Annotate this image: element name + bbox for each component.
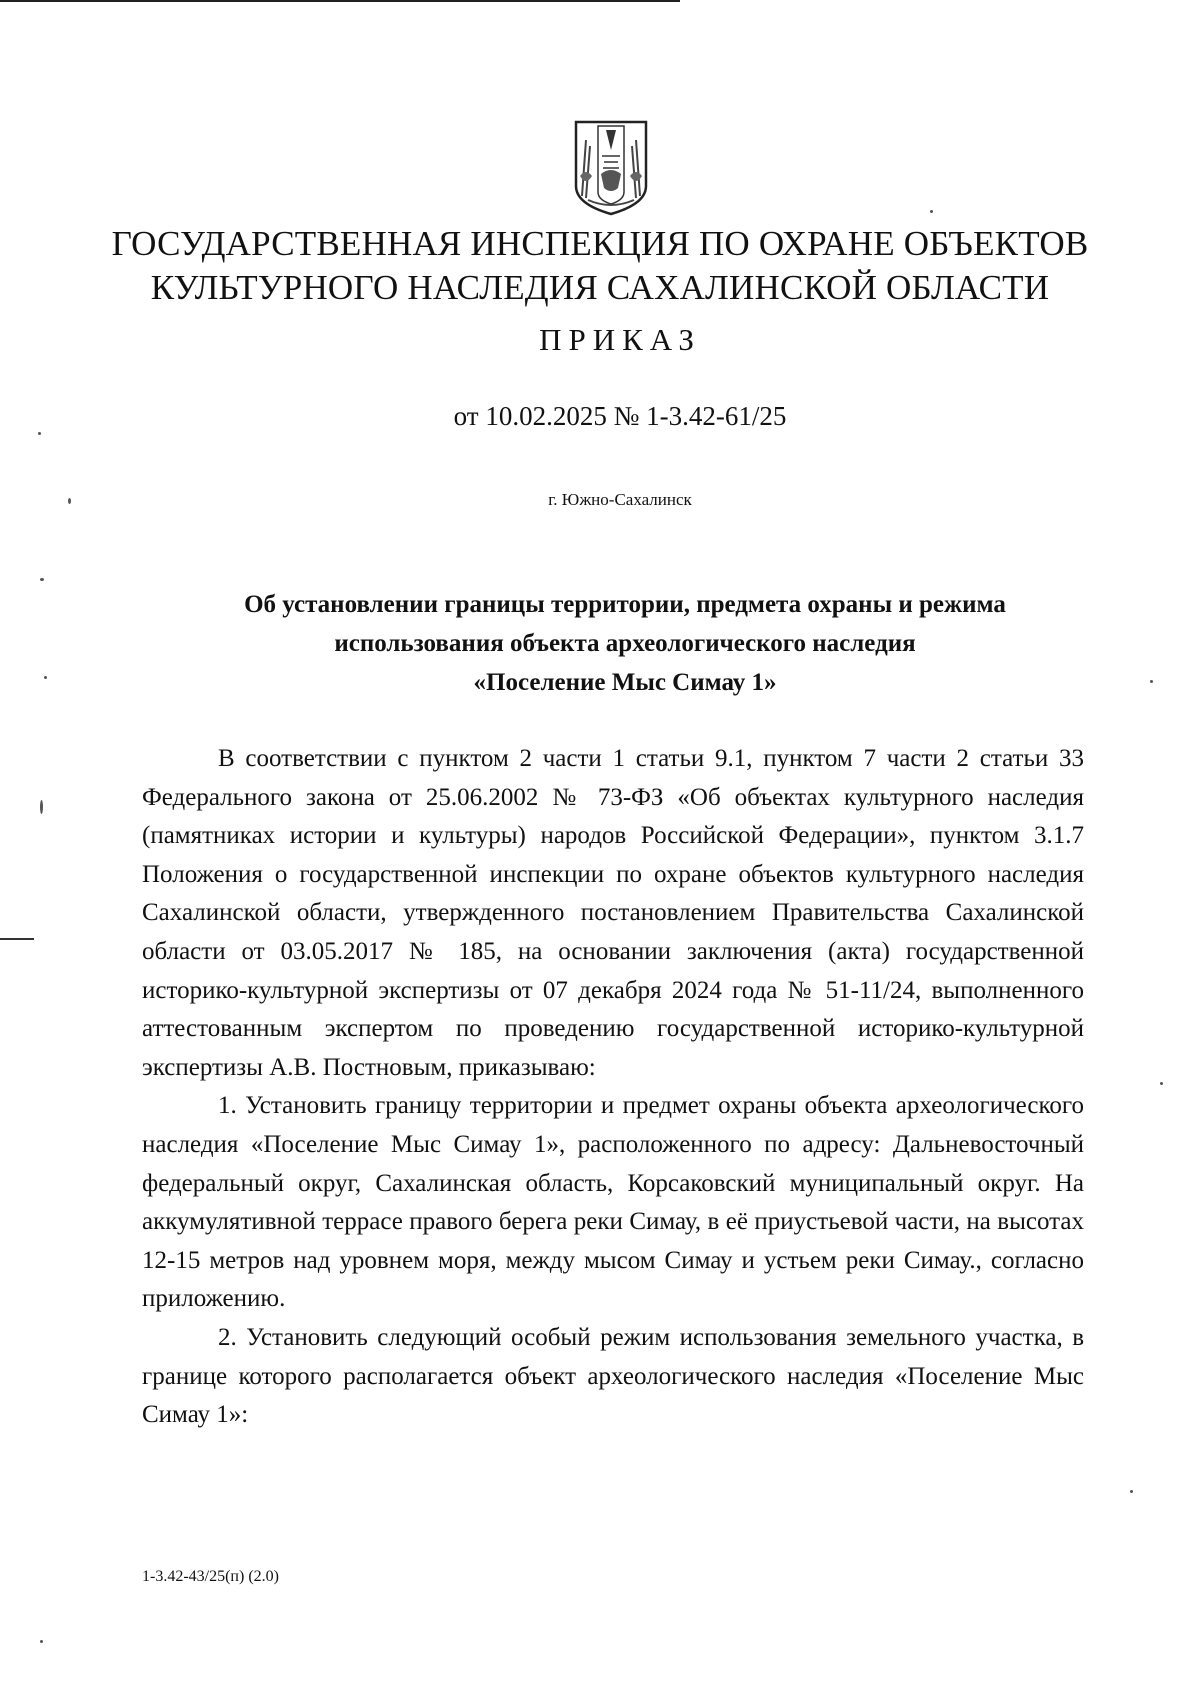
scan-margin-mark — [0, 938, 34, 940]
body-paragraph-preamble: В соответствии с пунктом 2 части 1 статьи 9.1, пунктом 7 части 2 статьи 33 Федерального закона от 25.06.2002 № 73-ФЗ «Об объектах культурного наследия (памятниках истории и культуры) народов Российской Федерации», пунктом 3.1.7 Положения о государственной инспекции по охране объектов культурного наследия Сахалинской области, утвержденного постановлением Правительства Сахалинской области от 03.05.2017 № 185, на основании заключения (акта) государственной историко-культурной экспертизы от 07 декабря 2024 года № 51-11/24, выполненного аттестованным экспертом по проведению государственной историко-культурной экспертизы А.В. Постновым, приказываю: — [142, 745, 1084, 1081]
organization-name-line1: ГОСУДАРСТВЕННАЯ ИНСПЕКЦИЯ ПО ОХРАНЕ ОБЪЕКТОВ — [111, 224, 1089, 263]
footer-document-code: 1-3.42-43/25(п) (2.0) — [142, 1568, 279, 1585]
organization-name-line2: КУЛЬТУРНОГО НАСЛЕДИЯ САХАЛИНСКОЙ ОБЛАСТИ — [150, 268, 1050, 307]
document-title-line3: «Поселение Мыс Симау 1» — [473, 669, 777, 696]
document-type: ПРИКАЗ — [539, 322, 701, 357]
body-paragraph-item-1: 1. Установить границу территории и предмет охраны объекта археологического наследия «Поселение Мыс Симау 1», расположенного по адресу: Дальневосточный федеральный округ, Сахалинская область, Корсаковский муниципальный округ. На аккумулятивной террасе правого берега реки Симау, в её приустьевой части, на высотах 12-15 метров над уровнем моря, между мысом Симау и устьем реки Симау., согласно приложению. — [142, 1092, 1084, 1313]
organization-name — [100, 222, 1100, 310]
document-date-number: от 10.02.2025 № 1-3.42-61/25 — [453, 401, 787, 431]
coat-of-arms-icon — [568, 116, 654, 216]
document-title-line1: Об установлении границы территории, предмета охраны и режима — [244, 591, 1006, 618]
document-place: г. Южно-Сахалинск — [548, 490, 692, 509]
scan-top-rule — [0, 0, 680, 2]
document-title-line2: использования объекта археологического наследия — [334, 630, 916, 657]
document-title — [160, 585, 1090, 702]
body-paragraph-item-2: 2. Установить следующий особый режим использования земельного участка, в границе которого располагается объект археологического наследия «Поселение Мыс Симау 1»: — [142, 1323, 1084, 1429]
document-body — [142, 740, 1084, 1435]
